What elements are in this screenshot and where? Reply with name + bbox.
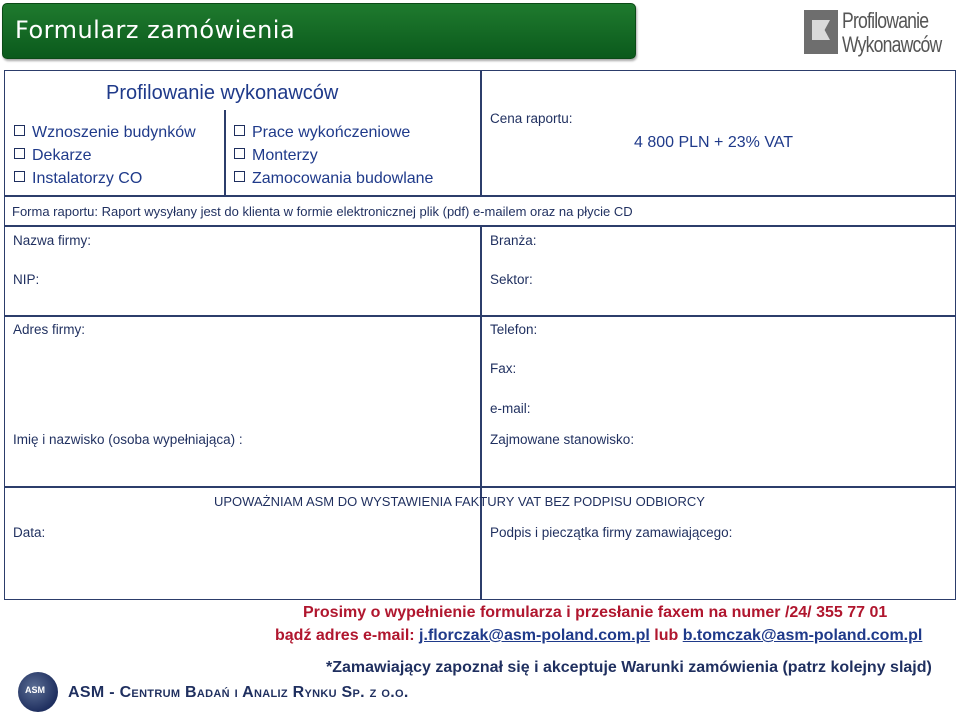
instructions-line2 — [275, 627, 922, 645]
checkbox-dekarze[interactable]: Dekarze — [14, 147, 92, 165]
person-label[interactable]: Imię i nazwisko (osoba wypełniająca) : — [13, 432, 243, 447]
email-link-florczak[interactable]: j.florczak@asm-poland.com.pl — [419, 627, 650, 644]
signature-label[interactable]: Podpis i pieczątka firmy zamawiającego: — [490, 525, 733, 540]
logo-mark-icon — [804, 10, 838, 54]
phone-label[interactable]: Telefon: — [490, 322, 538, 337]
checkbox-prace[interactable]: Prace wykończeniowe — [234, 124, 410, 142]
authorization-text: UPOWAŻNIAM ASM DO WYSTAWIENIA FAKTURY VAT BEZ PODPISU ODBIORCY — [214, 494, 705, 509]
company-name-label[interactable]: Nazwa firmy: — [13, 233, 92, 248]
branch-label[interactable]: Branża: — [490, 233, 537, 248]
email-link-tomczak[interactable]: b.tomczak@asm-poland.com.pl — [682, 627, 923, 644]
checkbox-monterzy[interactable]: Monterzy — [234, 147, 318, 165]
footer-company: ASM - Centrum Badań i Analiz Rynku Sp. z o.o. — [68, 684, 409, 701]
checkbox-wznoszenie[interactable]: Wznoszenie budynków — [14, 124, 196, 142]
sector-label[interactable]: Sektor: — [490, 272, 533, 287]
nip-label[interactable]: NIP: — [13, 272, 40, 287]
section-title: Profilowanie wykonawców — [106, 82, 339, 104]
address-label[interactable]: Adres firmy: — [13, 322, 86, 337]
profilowanie-logo — [802, 8, 952, 60]
email-label[interactable]: e-mail: — [490, 401, 531, 416]
title-banner — [2, 3, 636, 59]
instructions-prefix: bądź adres e-mail: — [275, 627, 420, 644]
checkbox-instalatorzy[interactable]: Instalatorzy CO — [14, 170, 142, 188]
report-form-text: Forma raportu: Raport wysyłany jest do klienta w formie elektronicznej plik (pdf) e-mailem oraz na płycie CD — [12, 204, 633, 219]
checkbox-zamocowania[interactable]: Zamocowania budowlane — [234, 170, 433, 188]
date-label[interactable]: Data: — [13, 525, 46, 540]
fax-label[interactable]: Fax: — [490, 361, 517, 376]
logo-text-line2: Wykonawców — [842, 32, 942, 57]
branch-cell — [480, 225, 956, 317]
price-value: 4 800 PLN + 23% VAT — [634, 134, 794, 151]
page-title: Formularz zamówienia — [15, 16, 296, 44]
price-label: Cena raportu: — [490, 111, 573, 126]
options-divider — [224, 110, 226, 196]
logo-text-line1: Profilowanie — [842, 8, 929, 33]
position-label[interactable]: Zajmowane stanowisko: — [490, 432, 635, 447]
instructions-mid: lub — [649, 627, 683, 644]
terms-note: *Zamawiający zapoznał się i akceptuje Warunki zamówienia (patrz kolejny slajd) — [326, 659, 932, 676]
asm-logo-icon — [18, 672, 58, 712]
contact-cell — [480, 315, 956, 488]
instructions-line1: Prosimy o wypełnienie formularza i przesłanie faxem na numer /24/ 355 77 01 — [303, 604, 888, 621]
address-cell — [4, 315, 482, 488]
